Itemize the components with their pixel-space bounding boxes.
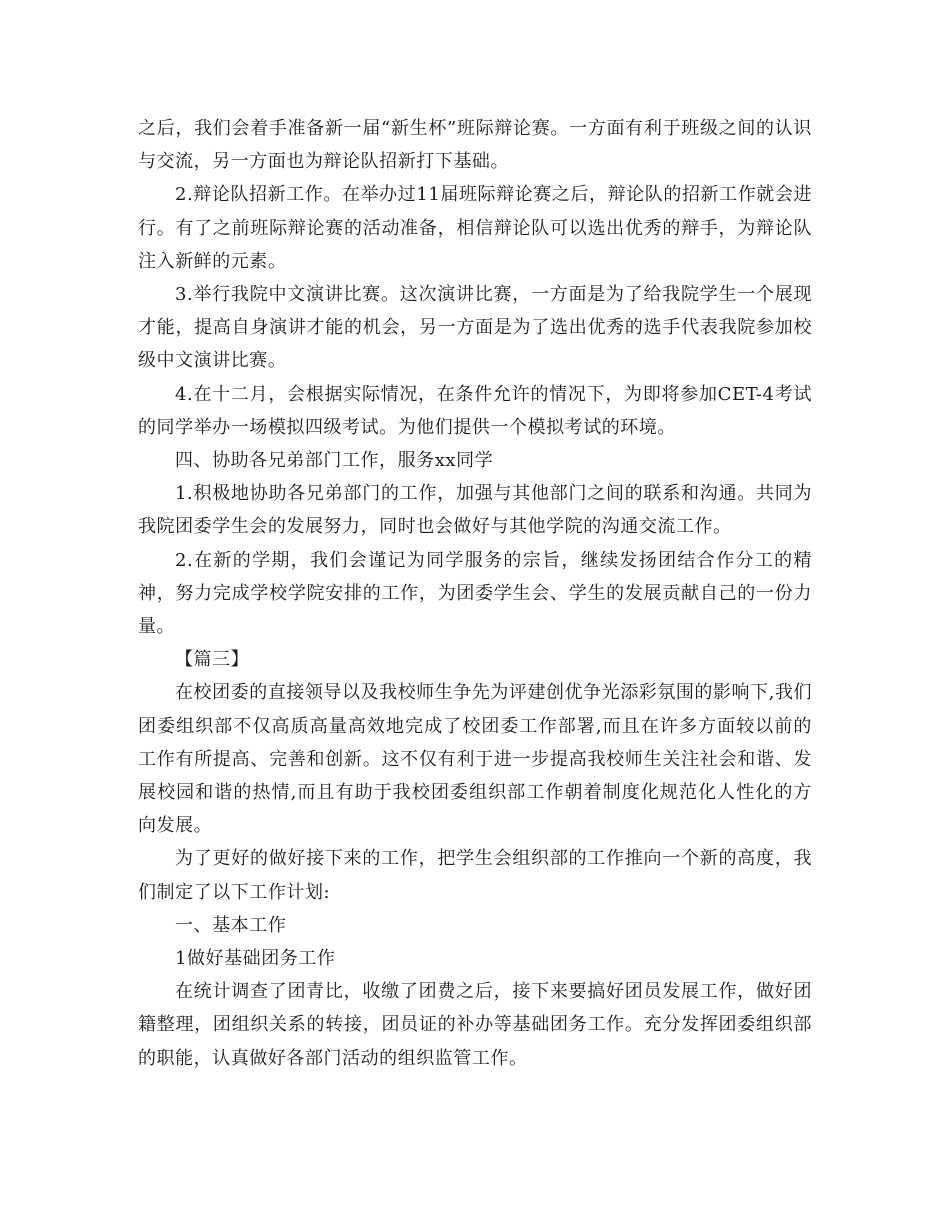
paragraph-12: 在统计调查了团青比，收缴了团费之后，接下来要搞好团员发展工作，做好团籍整理，团组织关系的转接，团员证的补办等基础团务工作。充分发挥团委组织部的职能，认真做好各部门活动的组织监管工作。 (138, 981, 812, 1069)
paragraph-9: 为了更好的做好接下来的工作，把学生会组织部的工作推向一个新的高度，我们制定了以下工作计划: (138, 848, 812, 903)
paragraph-1: 2.辩论队招新工作。在举办过11届班际辩论赛之后，辩论队的招新工作就会进行。有了之前班际辩论赛的活动准备，相信辩论队可以选出优秀的辩手，为辩论队注入新鲜的元素。 (138, 184, 812, 272)
chapter-heading-3: 【篇三】 (175, 649, 250, 671)
subsection-heading-1: 1做好基础团务工作 (175, 948, 336, 970)
paragraph-5: 1.积极地协助各兄弟部门的工作，加强与其他部门之间的联系和沟通。共同为我院团委学生会的发展努力，同时也会做好与其他学院的沟通交流工作。 (138, 483, 812, 538)
paragraph-2: 3.举行我院中文演讲比赛。这次演讲比赛，一方面是为了给我院学生一个展现才能，提高自身演讲才能的机会，另一方面是为了选出优秀的选手代表我院参加校级中文演讲比赛。 (138, 284, 812, 372)
section-heading-4: 四、协助各兄弟部门工作，服务xx同学 (175, 450, 494, 472)
paragraph-6: 2.在新的学期，我们会谨记为同学服务的宗旨，继续发扬团结合作分工的精神，努力完成学校学院安排的工作，为团委学生会、学生的发展贡献自己的一份力量。 (138, 549, 812, 638)
paragraph-0: 之后，我们会着手准备新一届“新生杯”班际辩论赛。一方面有利于班级之间的认识与交流，另一方面也为辩论队招新打下基础。 (138, 118, 812, 173)
paragraph-3: 4.在十二月，会根据实际情况，在条件允许的情况下，为即将参加CET-4考试的同学举办一场模拟四级考试。为他们提供一个模拟考试的环境。 (138, 383, 812, 438)
paragraph-8: 在校团委的直接领导以及我校师生争先为评建创优争光添彩氛围的影响下,我们团委组织部不仅高质高量高效地完成了校团委工作部署,而且在许多方面较以前的工作有所提高、完善和创新。这不仅有利于进一步提高我校师生关注社会和谐、发展校园和谐的热情,而且有助于我校团委组织部工作朝着制度化规范化人性化的方向发展。 (138, 682, 812, 837)
section-heading-1: 一、基本工作 (175, 914, 287, 936)
